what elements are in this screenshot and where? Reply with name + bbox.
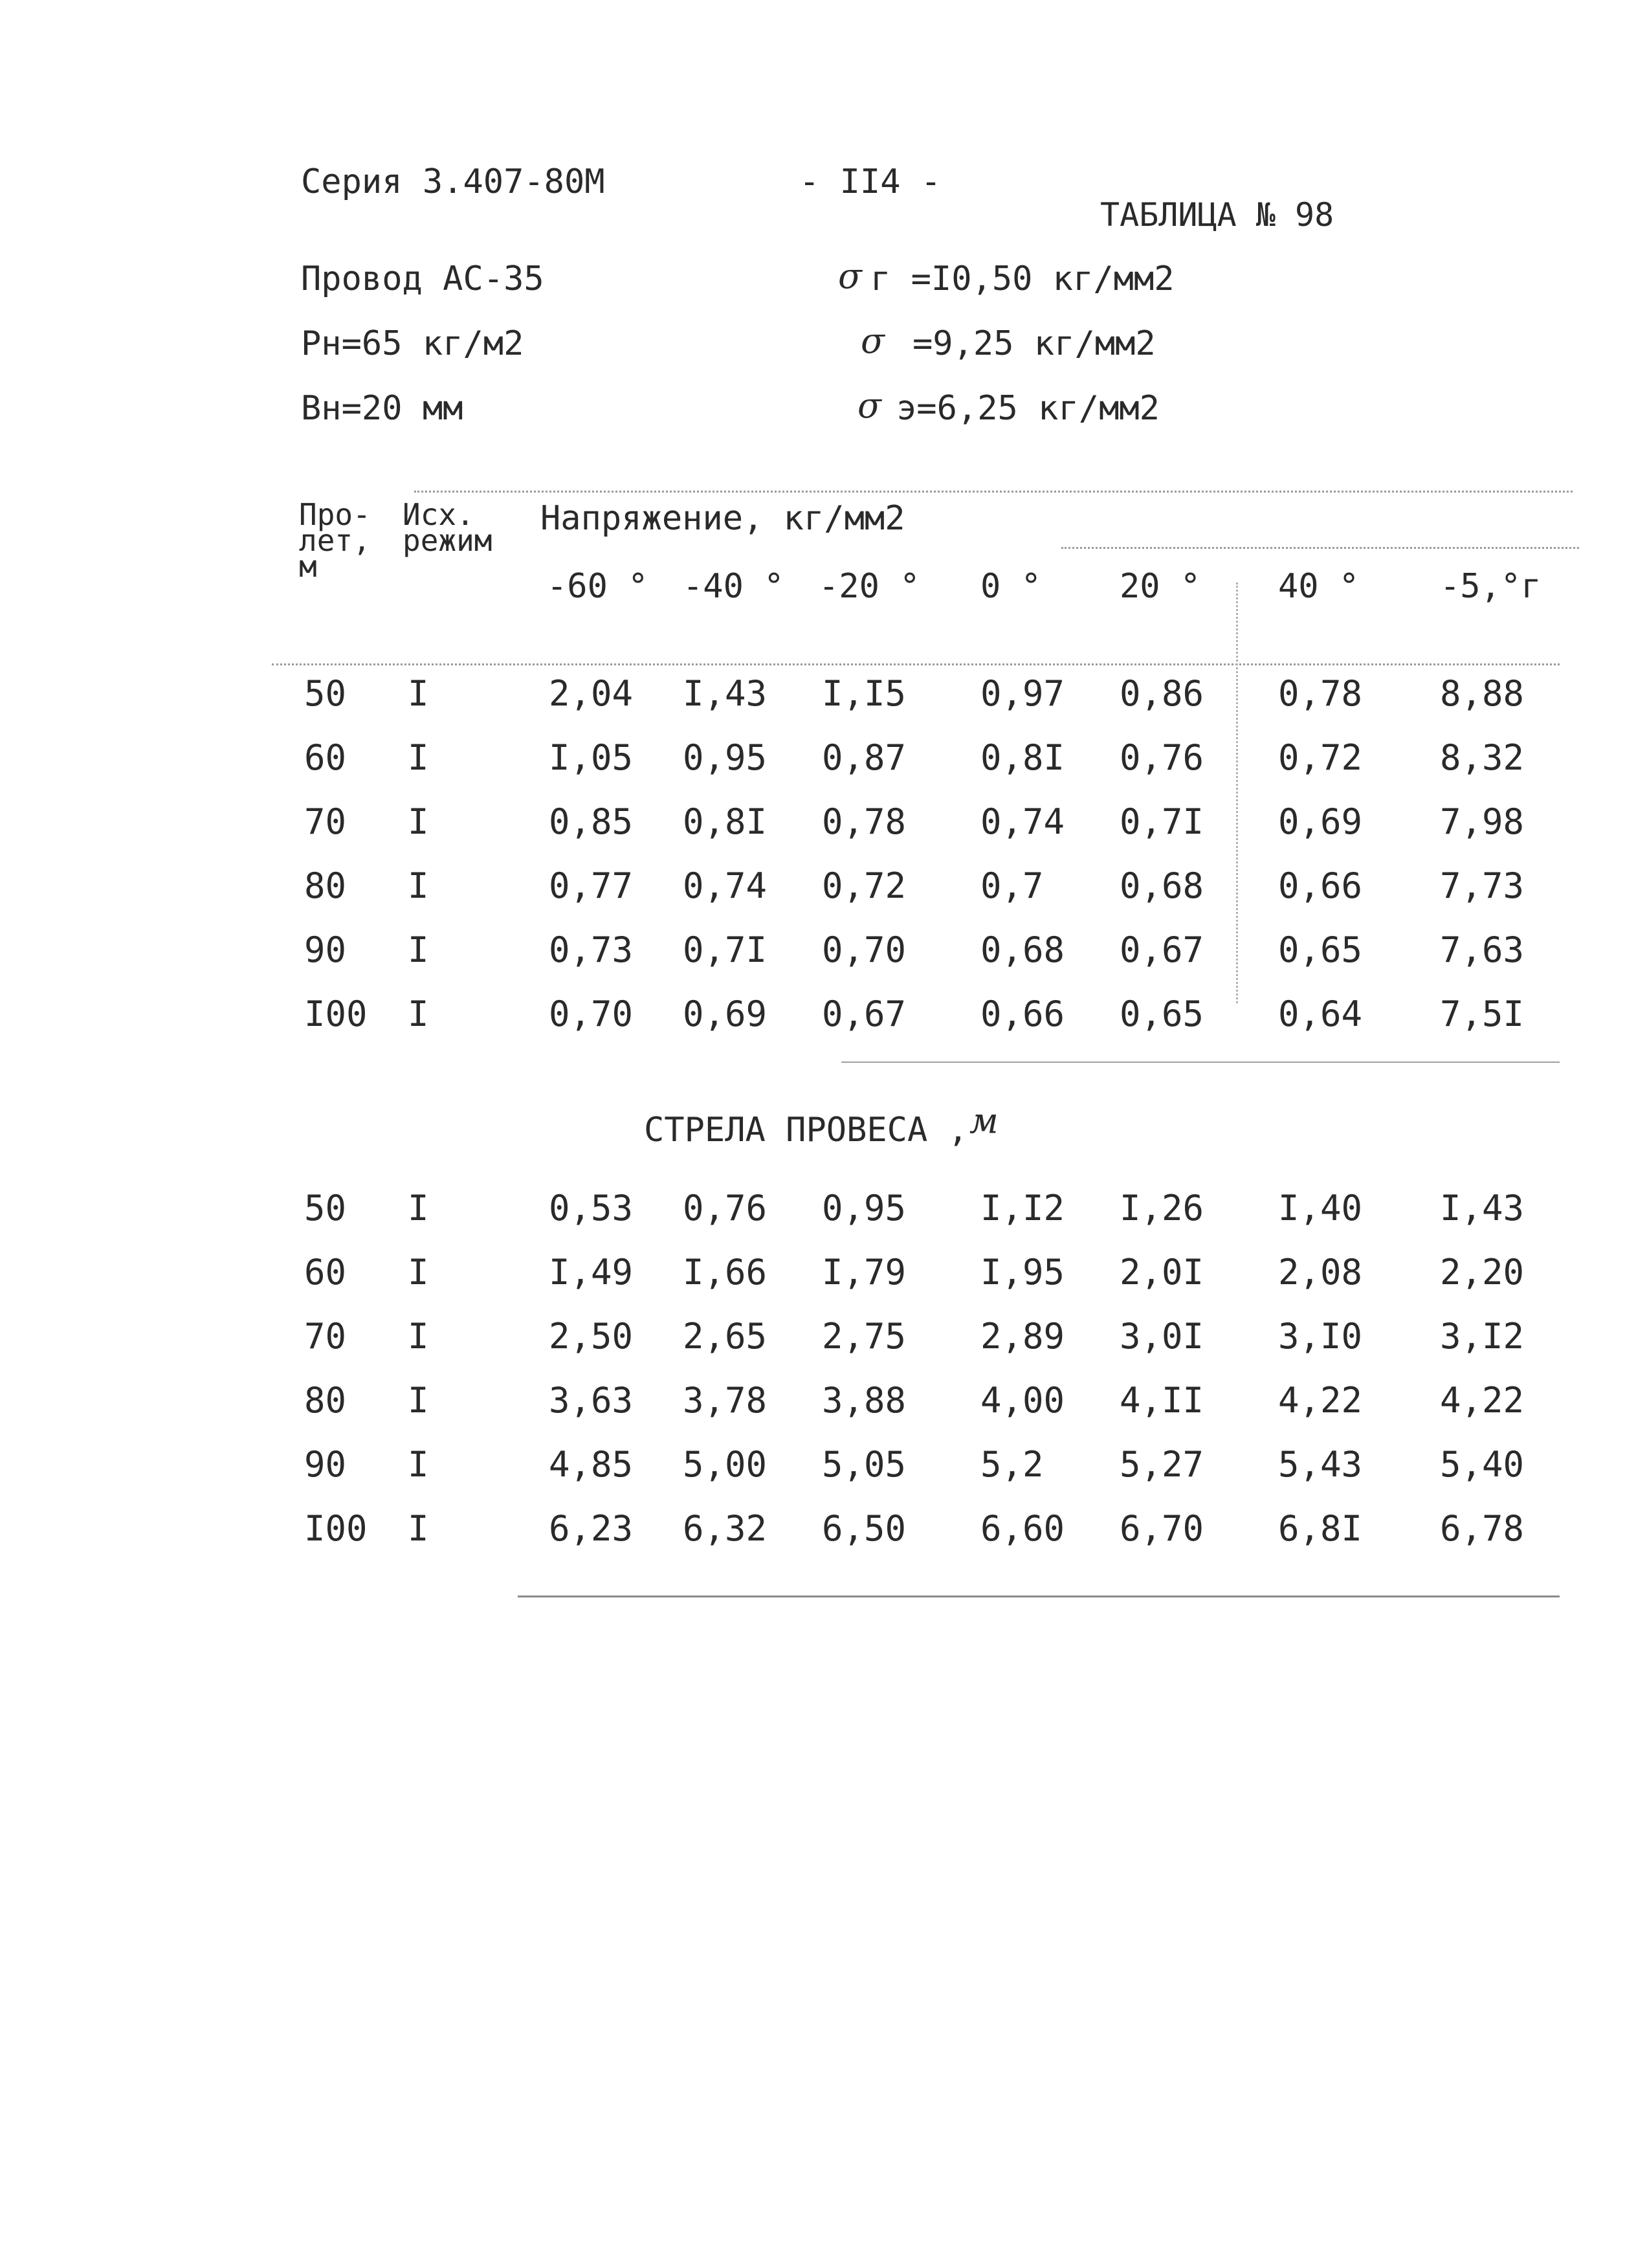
sigma-minus-symbol: σ [861,320,885,361]
sag-row-cell: I00 [304,1508,368,1549]
sigma-minus-value: =9,25 кг/мм2 [912,324,1156,363]
stress-row-cell: 0,95 [683,737,768,778]
series-label: Серия 3.407-80М [301,162,605,201]
stress-row-cell: 8,32 [1440,737,1525,778]
stress-row-cell: 0,70 [549,994,634,1034]
sag-row-cell: 6,23 [549,1508,634,1549]
sag-row-cell: 5,05 [822,1444,907,1485]
stress-bottom-rule [841,1062,1560,1063]
stress-row-cell: I,I5 [822,673,907,714]
sag-row-cell: 2,0I [1120,1252,1204,1293]
wind-pressure: Рн=65 кг/м2 [301,324,524,363]
sag-row-cell: I [408,1252,429,1293]
sag-row-cell: 4,II [1120,1380,1204,1421]
sag-row-cell: 0,53 [549,1188,634,1228]
stress-row-cell: 7,5I [1440,994,1525,1034]
stress-row-cell: 0,67 [822,994,907,1034]
stress-row-cell: I,05 [549,737,634,778]
temp-header: 40 ° [1278,567,1360,606]
sigma-g-value: г =I0,50 кг/мм2 [870,260,1175,298]
temp-header: -20 ° [819,567,920,606]
stress-row-cell: 60 [304,737,347,778]
stress-row-cell: 70 [304,801,347,842]
sag-row-cell: 6,60 [980,1508,1065,1549]
stress-row-cell: 0,72 [822,865,907,906]
sag-row-cell: 4,22 [1278,1380,1363,1421]
sag-row-cell: 2,08 [1278,1252,1363,1293]
stress-row-cell: I [408,737,429,778]
stress-row-cell: 7,73 [1440,865,1525,906]
temp-header: 20 ° [1120,567,1201,606]
stress-row-cell: 0,78 [822,801,907,842]
sag-row-cell: 5,40 [1440,1444,1525,1485]
sag-row-cell: 70 [304,1316,347,1357]
sag-row-cell: I,40 [1278,1188,1363,1228]
stress-row-cell: 0,74 [980,801,1065,842]
temps-rule [1061,547,1579,549]
stress-row-cell: I,43 [683,673,768,714]
table-number-label: ТАБЛИЦА № 98 [1100,196,1334,234]
sag-row-cell: 5,27 [1120,1444,1204,1485]
sag-row-cell: I,26 [1120,1188,1204,1228]
sigma-e-value: э=6,25 кг/мм2 [896,389,1160,428]
sag-row-cell: I [408,1380,429,1421]
sag-unit: м [969,1100,999,1141]
stress-row-cell: I [408,801,429,842]
sag-row-cell: I,79 [822,1252,907,1293]
stress-row-cell: 0,74 [683,865,768,906]
sag-row-cell: I,66 [683,1252,768,1293]
temp-header: -5,°г [1440,567,1542,606]
sag-row-cell: 3,88 [822,1380,907,1421]
stress-title: Напряжение, кг/мм2 [540,499,905,538]
sag-row-cell: 60 [304,1252,347,1293]
stress-row-cell: I [408,994,429,1034]
sag-row-cell: 2,50 [549,1316,634,1357]
stress-row-cell: 0,66 [980,994,1065,1034]
stress-row-cell: 0,7I [1120,801,1204,842]
stress-row-cell: 0,87 [822,737,907,778]
sag-row-cell: 2,89 [980,1316,1065,1357]
temp-header: -60 ° [547,567,648,606]
mode-column-header: Исх. режим [403,497,492,558]
stress-row-cell: 2,04 [549,673,634,714]
stress-row-cell: 0,68 [980,929,1065,970]
sag-row-cell: 3,63 [549,1380,634,1421]
stress-row-cell: I [408,673,429,714]
stress-row-cell: 0,68 [1120,865,1204,906]
stress-row-cell: 0,69 [1278,801,1363,842]
sag-row-cell: I [408,1508,429,1549]
stress-row-cell: 0,66 [1278,865,1363,906]
sag-row-cell: 50 [304,1188,347,1228]
stress-row-cell: 90 [304,929,347,970]
stress-row-cell: 0,65 [1120,994,1204,1034]
sag-row-cell: 4,00 [980,1380,1065,1421]
sag-row-cell: I,95 [980,1252,1065,1293]
wire-type: Провод АС-35 [301,260,544,298]
stress-row-cell: 0,78 [1278,673,1363,714]
sag-row-cell: 6,32 [683,1508,768,1549]
sigma-e-symbol: σ [857,385,881,426]
stress-row-cell: 0,77 [549,865,634,906]
sag-row-cell: 5,43 [1278,1444,1363,1485]
stress-row-cell: 0,85 [549,801,634,842]
sag-row-cell: 2,20 [1440,1252,1525,1293]
stress-row-cell: 0,64 [1278,994,1363,1034]
stress-row-cell: 50 [304,673,347,714]
stress-row-cell: 0,67 [1120,929,1204,970]
sag-row-cell: 0,76 [683,1188,768,1228]
stress-row-cell: 0,8I [980,737,1065,778]
stress-row-cell: 0,72 [1278,737,1363,778]
temp-header: -40 ° [683,567,784,606]
sag-row-cell: 6,78 [1440,1508,1525,1549]
stress-row-cell: 0,70 [822,929,907,970]
sag-title: СТРЕЛА ПРОВЕСА , [644,1111,968,1150]
stress-row-cell: I [408,929,429,970]
stress-row-cell: I [408,865,429,906]
sag-row-cell: 2,75 [822,1316,907,1357]
stress-row-cell: 0,65 [1278,929,1363,970]
sag-row-cell: 3,I0 [1278,1316,1363,1357]
sag-row-cell: 6,8I [1278,1508,1363,1549]
sag-row-cell: 6,70 [1120,1508,1204,1549]
sag-row-cell: 0,95 [822,1188,907,1228]
stress-row-cell: 0,97 [980,673,1065,714]
sag-row-cell: 4,22 [1440,1380,1525,1421]
stress-row-cell: 7,63 [1440,929,1525,970]
sag-row-cell: 90 [304,1444,347,1485]
sag-row-cell: I [408,1188,429,1228]
stress-row-cell: 0,69 [683,994,768,1034]
sag-row-cell: I,I2 [980,1188,1065,1228]
stress-row-cell: I00 [304,994,368,1034]
stress-row-cell: 0,76 [1120,737,1204,778]
stress-row-cell: 0,7I [683,929,768,970]
sag-row-cell: 5,00 [683,1444,768,1485]
sag-row-cell: 5,2 [980,1444,1044,1485]
sag-row-cell: I,43 [1440,1188,1525,1228]
stress-row-cell: 7,98 [1440,801,1525,842]
sag-row-cell: I,49 [549,1252,634,1293]
sag-row-cell: 6,50 [822,1508,907,1549]
temp-header: 0 ° [980,567,1041,606]
page-number: - II4 - [799,162,942,201]
sag-row-cell: I [408,1444,429,1485]
header-top-rule [414,491,1573,493]
stress-row-cell: 8,88 [1440,673,1525,714]
sag-row-cell: 80 [304,1380,347,1421]
header-bottom-rule [272,663,1560,665]
sag-row-cell: I [408,1316,429,1357]
stress-row-cell: 0,86 [1120,673,1204,714]
stress-row-cell: 80 [304,865,347,906]
span-column-header: Про- лет, м [299,497,371,584]
sag-row-cell: 2,65 [683,1316,768,1357]
sag-bottom-rule [518,1595,1560,1597]
sag-row-cell: 3,78 [683,1380,768,1421]
stress-row-cell: 0,8I [683,801,768,842]
ice-thickness: Вн=20 мм [301,389,463,428]
stress-row-cell: 0,7 [980,865,1044,906]
sigma-g-symbol: σ [838,256,862,296]
column-divider-40 [1236,583,1238,1003]
sag-row-cell: 3,0I [1120,1316,1204,1357]
sag-row-cell: 4,85 [549,1444,634,1485]
stress-row-cell: 0,73 [549,929,634,970]
sag-row-cell: 3,I2 [1440,1316,1525,1357]
